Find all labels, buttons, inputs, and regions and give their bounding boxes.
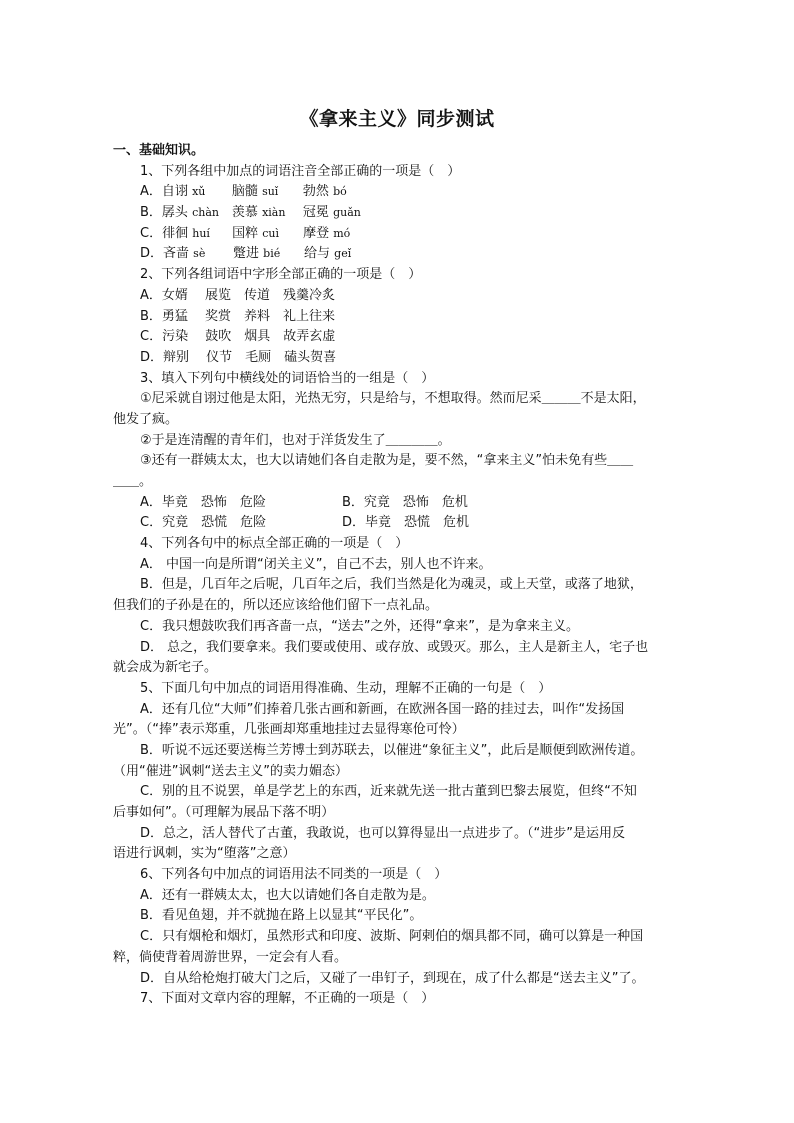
question-1-option-a: A．自诩 xǔ 脑髓 suǐ 勃然 bó [140,184,347,200]
question-4-option-a: A． 中国一向是所谓“闭关主义”，自己不去，别人也不许来。 [140,556,492,572]
question-2-stem: 2、下列各组词语中字形全部正确的一项是（ ） [140,267,422,283]
question-1-stem: 1、下列各组中加点的词语注音全部正确的一项是（ ） [140,163,461,179]
question-3-option-a: A．毕竟 恐怖 危险 [140,494,266,510]
question-3-sentence-1: ①尼采就自诩过他是太阳，光热无穷，只是给与，不想取得。然而尼采＿＿＿不是太阳， [140,391,646,407]
question-3-sentence-2: ②于是连清醒的青年们，也对于洋货发生了＿＿＿＿。 [140,432,451,448]
question-6-option-c-cont: 粹，倘使背着周游世界，一定会有人看。 [113,949,348,965]
question-5-option-d: D．总之，活人替代了古董，我敢说，也可以算得显出一点进步了。（“进步”是运用反 [140,825,625,841]
question-4-option-b-cont: 但我们的子孙是在的，所以还应该给他们留下一点礼品。 [113,598,439,614]
question-3-option-d: D．毕竟 恐慌 危机 [342,515,470,531]
question-5-option-a-cont: 光”。（“捧”表示郑重，几张画却郑重地挂过去显得寒伧可怜） [113,722,465,738]
question-4-option-d-cont: 就会成为新宅子。 [113,660,218,676]
page-title: 《拿来主义》同步测试 [299,108,495,130]
worksheet-body [113,141,683,1010]
question-2-option-c: C．污染 鼓吹 烟具 故弄玄虚 [140,329,336,345]
question-6-option-a: A．还有一群姨太太，也大以请她们各自走散为是。 [140,887,435,903]
question-5-option-c: C．别的且不说罢，单是学艺上的东西，近来就先送一批古董到巴黎去展览，但终“不知 [140,784,637,800]
question-6-option-d: D．自从给枪炮打破大门之后，又碰了一串钉子，到现在，成了什么都是“送去主义”了。 [140,970,645,986]
question-3-sentence-3-cont: ＿＿。 [113,474,153,489]
question-4-option-d: D． 总之，我们要拿来。我们要或使用、或存放、或毁灭。那么，主人是新主人，宅子也 [140,639,649,655]
question-2-option-b: B．勇猛 奖赏 养料 礼上往来 [140,308,336,324]
question-1-option-d: D．吝啬 sè 蹩进 bié 给与 geǐ [140,246,352,262]
section-heading: 一、基础知识。 [113,143,205,158]
question-6-option-c: C．只有烟枪和烟灯，虽然形式和印度、波斯、阿剌伯的烟具都不同，确可以算是一种国 [140,929,644,945]
question-4-option-b: B．但是，几百年之后呢，几百年之后，我们当然是化为魂灵，或上天堂，或落了地狱， [140,577,643,593]
question-7-stem: 7、下面对文章内容的理解，不正确的一项是（ ） [140,991,435,1007]
question-3-option-b: B．究竟 恐怖 危机 [342,494,468,510]
question-3-sentence-3: ③还有一群姨太太，也大以请她们各自走散为是，要不然，“拿来主义”怕未免有些＿＿ [140,453,634,469]
question-4-stem: 4、下列各句中的标点全部正确的一项是（ ） [140,536,409,552]
question-4-option-c: C．我只想鼓吹我们再吝啬一点，“送去”之外，还得“拿来”，是为拿来主义。 [140,618,580,634]
question-6-stem: 6、下列各句中加点的词语用法不同类的一项是（ ） [140,867,448,883]
question-5-option-a: A．还有几位“大师”们捧着几张古画和新画，在欧洲各国一路的挂过去，叫作“发扬国 [140,701,625,717]
question-1-option-b: B．孱头 chàn 羡慕 xiàn 冠冕 guǎn [140,205,361,221]
question-5-option-b-cont: （用“催进”讽刺“送去主义”的卖力媚态） [113,763,348,779]
question-5-stem: 5、下面几句中加点的词语用得准确、生动，理解不正确的一句是（ ） [140,680,552,696]
question-3-option-c: C．究竟 恐慌 危险 [140,515,267,531]
question-2-option-a: A．女婿 展览 传道 残羹冷炙 [140,287,336,303]
question-3-options-cd [113,513,683,534]
question-3-sentence-1-cont: 他发了疯。 [113,411,179,427]
question-6-option-b: B．看见鱼翅，并不就抛在路上以显其“平民化”。 [140,908,423,924]
question-5-option-b: B．听说不远还要送梅兰芳博士到苏联去，以催进“象征主义”，此后是顺便到欧洲传道。 [140,742,644,758]
question-5-option-d-cont: 语进行讽刺，实为“堕落”之意） [113,846,296,862]
question-3-stem: 3、填入下列句中横线处的词语恰当的一组是（ ） [140,370,435,386]
question-5-option-c-cont: 后事如何”。（可理解为展品下落不明） [113,805,335,820]
question-2-option-d: D．辩别 仪节 毛厕 磕头贺喜 [140,349,337,365]
question-1-option-c: C．徘徊 huí 国粹 cuì 摩登 mó [140,225,351,241]
question-3-options-ab [113,493,683,514]
